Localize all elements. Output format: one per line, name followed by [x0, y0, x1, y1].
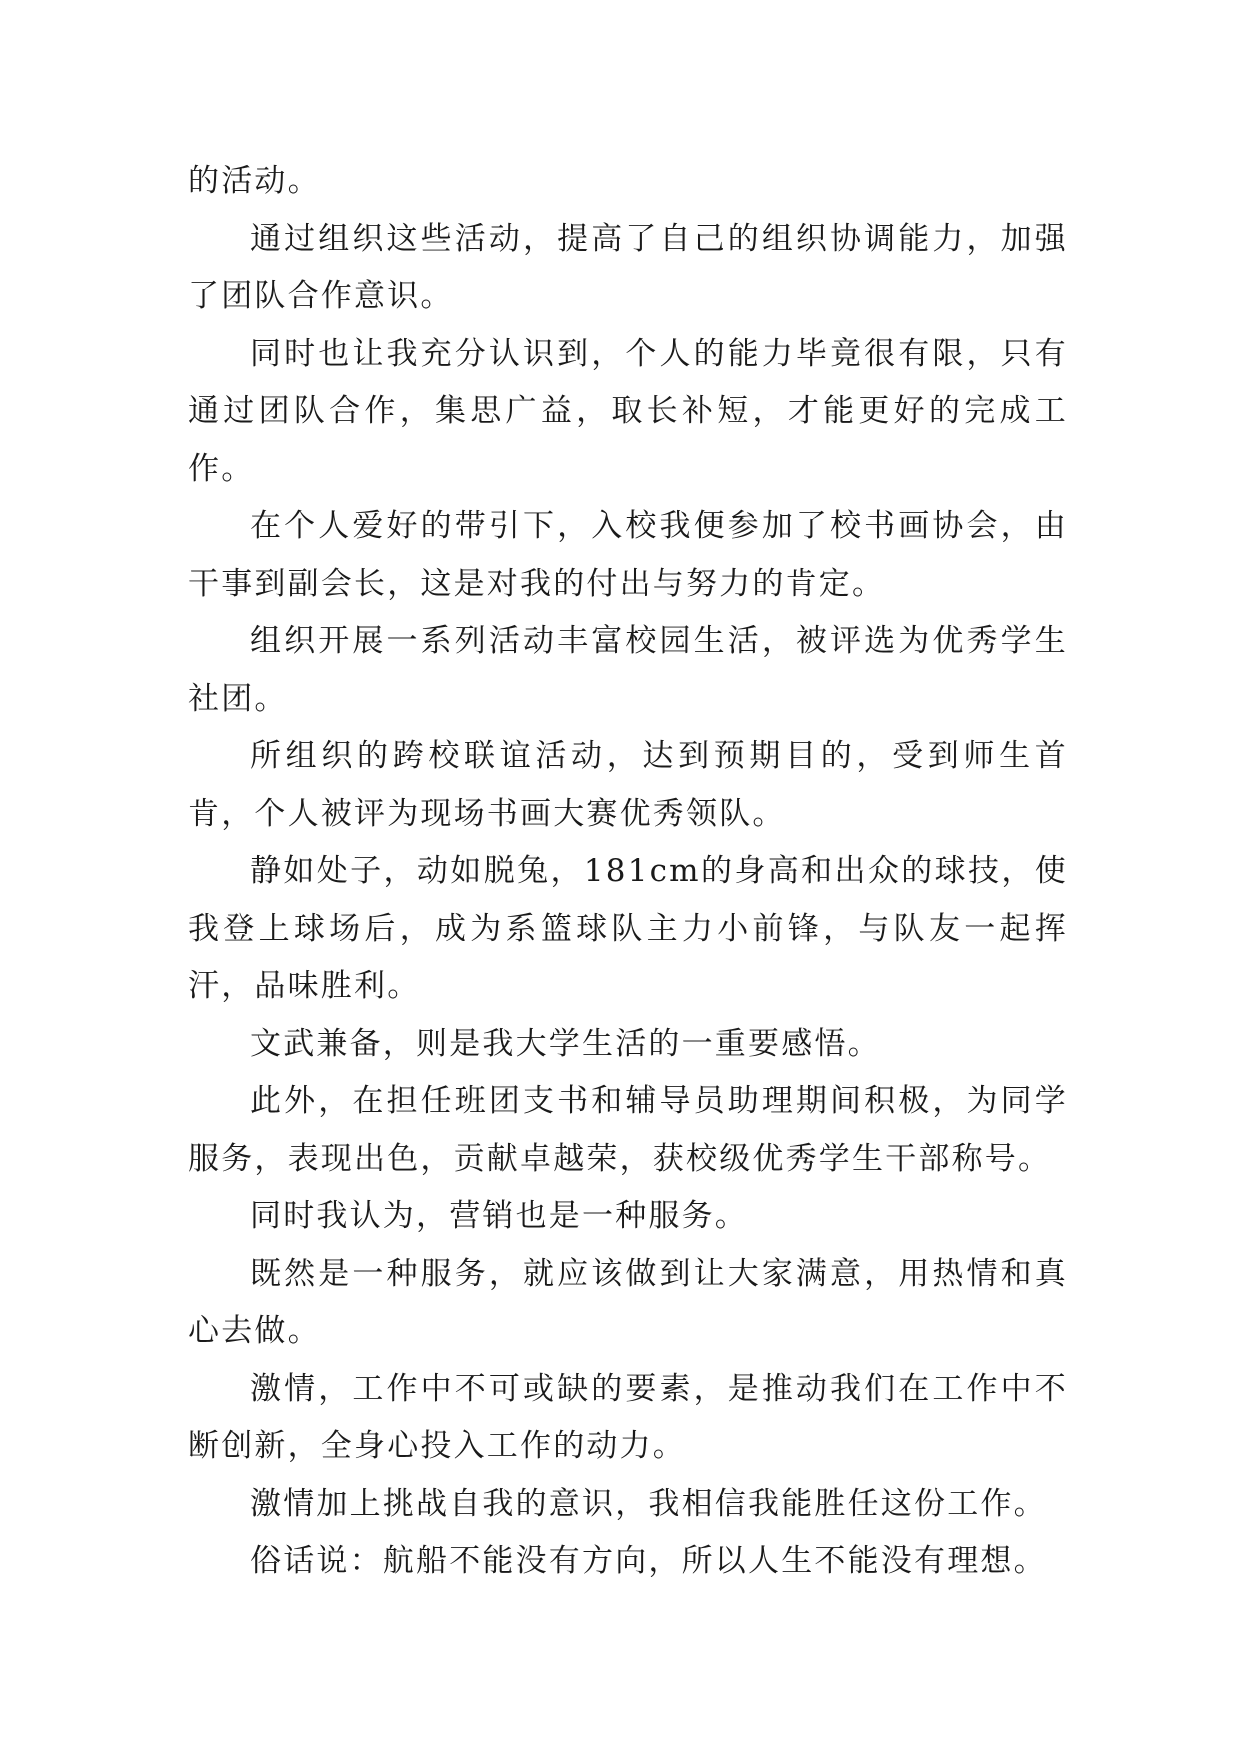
document-body — [188, 153, 1068, 1591]
paragraph-3: 同时也让我充分认识到，个人的能力毕竟很有限，只有通过团队合作，集思广益，取长补短，才能更好的完成工作。 — [188, 335, 1068, 487]
paragraph-6: 所组织的跨校联谊活动，达到预期目的，受到师生首肯，个人被评为现场书画大赛优秀领队。 — [188, 738, 1068, 832]
paragraph-14: 俗话说：航船不能没有方向，所以人生不能没有理想。 — [250, 1543, 1047, 1579]
paragraph-11: 既然是一种服务，就应该做到让大家满意，用热情和真心去做。 — [188, 1255, 1068, 1349]
paragraph-7: 静如处子，动如脱兔，181cm的身高和出众的球技，使我登上球场后，成为系篮球队主力小前锋，与队友一起挥汗，品味胜利。 — [188, 853, 1068, 1004]
paragraph-10: 同时我认为，营销也是一种服务。 — [250, 1198, 748, 1234]
paragraph-8: 文武兼备，则是我大学生活的一重要感悟。 — [250, 1025, 881, 1062]
paragraph-12: 激情，工作中不可或缺的要素，是推动我们在工作中不断创新，全身心投入工作的动力。 — [188, 1370, 1068, 1464]
paragraph-9: 此外，在担任班团支书和辅导员助理期间积极，为同学服务，表现出色，贡献卓越荣，获校级优秀学生干部称号。 — [188, 1083, 1068, 1177]
paragraph-13: 激情加上挑战自我的意识，我相信我能胜任这份工作。 — [250, 1485, 1047, 1522]
paragraph-2: 通过组织这些活动，提高了自己的组织协调能力，加强了团队合作意识。 — [188, 220, 1068, 314]
paragraph-5: 组织开展一系列活动丰富校园生活，被评选为优秀学生社团。 — [188, 623, 1068, 717]
paragraph-1: 的活动。 — [188, 163, 321, 199]
paragraph-4: 在个人爱好的带引下，入校我便参加了校书画协会，由干事到副会长，这是对我的付出与努力的肯定。 — [188, 508, 1068, 602]
